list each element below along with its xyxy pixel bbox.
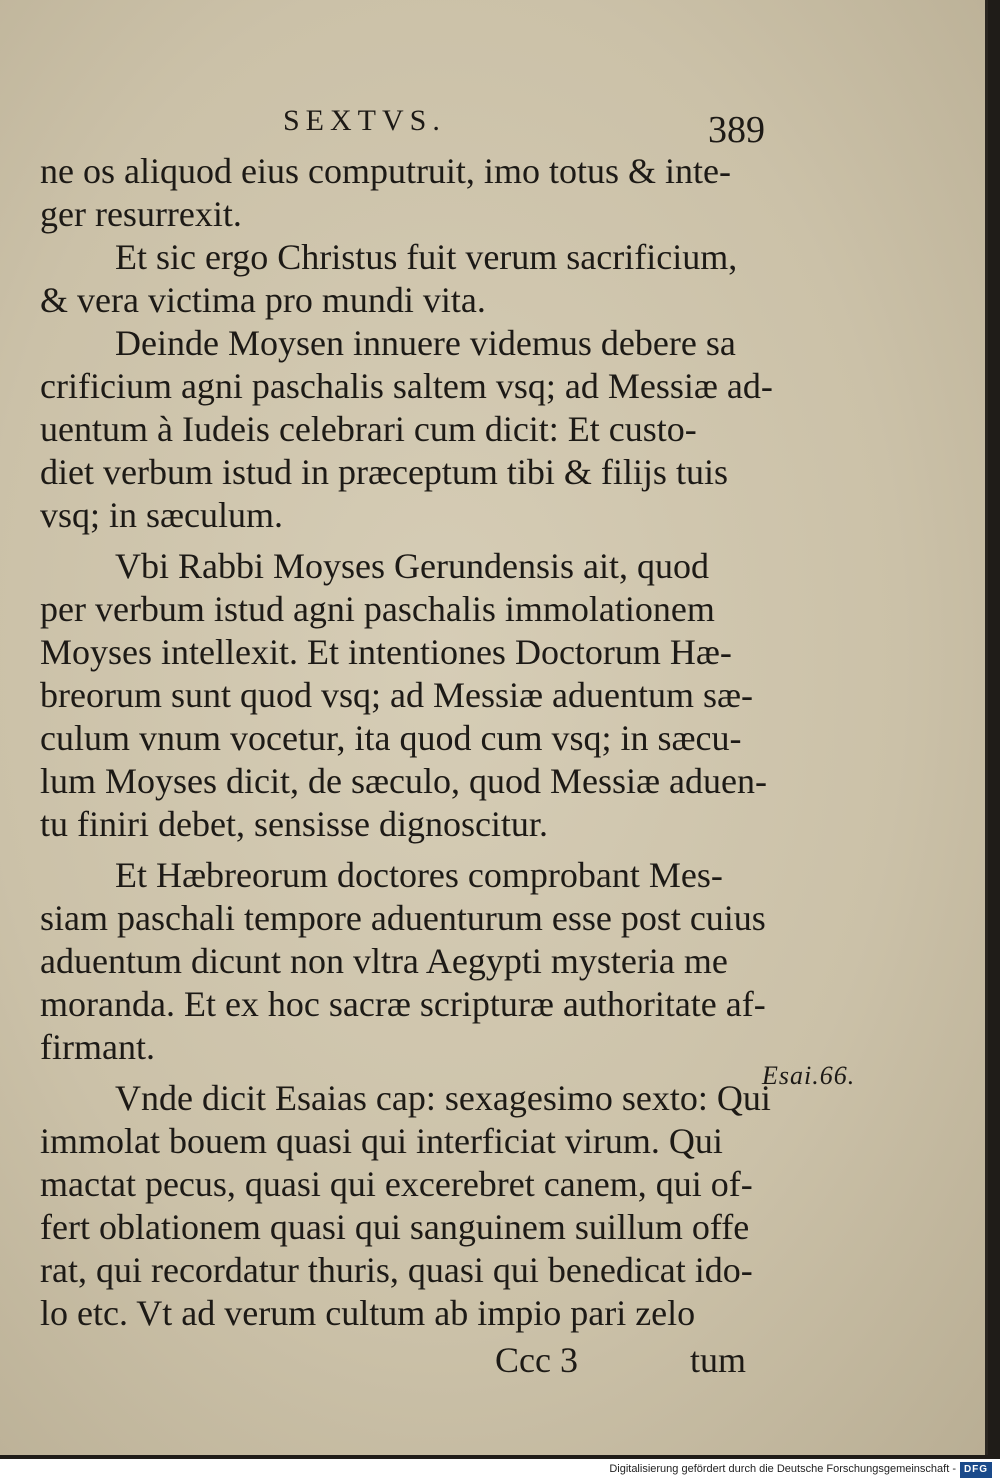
funding-notice: Digitalisierung gefördert durch die Deutsche Forschungsgemeinschaft - bbox=[609, 1463, 956, 1475]
text-line: tu finiri debet, sensisse dignoscitur. bbox=[40, 804, 548, 844]
text-line: lo etc. Vt ad verum cultum ab impio pari zelo bbox=[40, 1293, 696, 1333]
text-line: siam paschali tempore aduenturum esse post cuius bbox=[40, 898, 766, 938]
text-line: per verbum istud agni paschalis immolationem bbox=[40, 589, 715, 629]
text-line: Et sic ergo Christus fuit verum sacrificium, bbox=[115, 237, 738, 277]
text-line: lum Moyses dicit, de sæculo, quod Messiæ aduen- bbox=[40, 761, 767, 801]
page-header bbox=[0, 104, 985, 151]
footer-bar bbox=[0, 1459, 1000, 1482]
catchword: tum bbox=[690, 1340, 747, 1380]
text-line: crificium agni paschalis saltem vsq; ad Messiæ ad- bbox=[40, 366, 773, 406]
text-line: Vbi Rabbi Moyses Gerundensis ait, quod bbox=[115, 546, 709, 586]
text-line: Deinde Moysen innuere videmus debere sa bbox=[115, 323, 736, 363]
text-line: ger resurrexit. bbox=[40, 194, 242, 234]
text-line: ne os aliquod eius computruit, imo totus & inte- bbox=[40, 151, 731, 191]
text-line: uentum à Iudeis celebrari cum dicit: Et custo- bbox=[40, 409, 697, 449]
text-line: vsq; in sæculum. bbox=[40, 495, 284, 535]
body-text bbox=[40, 150, 773, 1382]
text-line: & vera victima pro mundi vita. bbox=[40, 280, 486, 320]
text-line: Vnde dicit Esaias cap: sexagesimo sexto: Qui bbox=[115, 1078, 771, 1118]
text-line: immolat bouem quasi qui interficiat virum. Qui bbox=[40, 1121, 723, 1161]
text-line: firmant. bbox=[40, 1027, 155, 1067]
signature-mark: Ccc 3 bbox=[495, 1340, 578, 1380]
text-line: aduentum dicunt non vltra Aegypti mysteria me bbox=[40, 941, 728, 981]
marginal-note: Esai.66. bbox=[762, 1061, 856, 1090]
dfg-logo-icon: DFG bbox=[960, 1462, 992, 1478]
text-line: breorum sunt quod vsq; ad Messiæ aduentum sæ- bbox=[40, 675, 753, 715]
signature-line bbox=[40, 1339, 760, 1382]
page-number: 389 bbox=[708, 109, 765, 151]
text-line: Moyses intellexit. Et intentiones Doctorum Hæ- bbox=[40, 632, 732, 672]
text-line: fert oblationem quasi qui sanguinem suillum offe bbox=[40, 1207, 750, 1247]
text-line: mactat pecus, quasi qui excerebret canem, qui of- bbox=[40, 1164, 753, 1204]
text-line: diet verbum istud in præceptum tibi & filijs tuis bbox=[40, 452, 728, 492]
text-line: moranda. Et ex hoc sacræ scripturæ authoritate af- bbox=[40, 984, 766, 1024]
text-line: Et Hæbreorum doctores comprobant Mes- bbox=[115, 855, 723, 895]
text-line: rat, qui recordatur thuris, quasi qui benedicat ido- bbox=[40, 1250, 753, 1290]
running-head: SEXTVS. bbox=[283, 104, 446, 137]
text-line: culum vnum vocetur, ita quod cum vsq; in sæcu- bbox=[40, 718, 742, 758]
